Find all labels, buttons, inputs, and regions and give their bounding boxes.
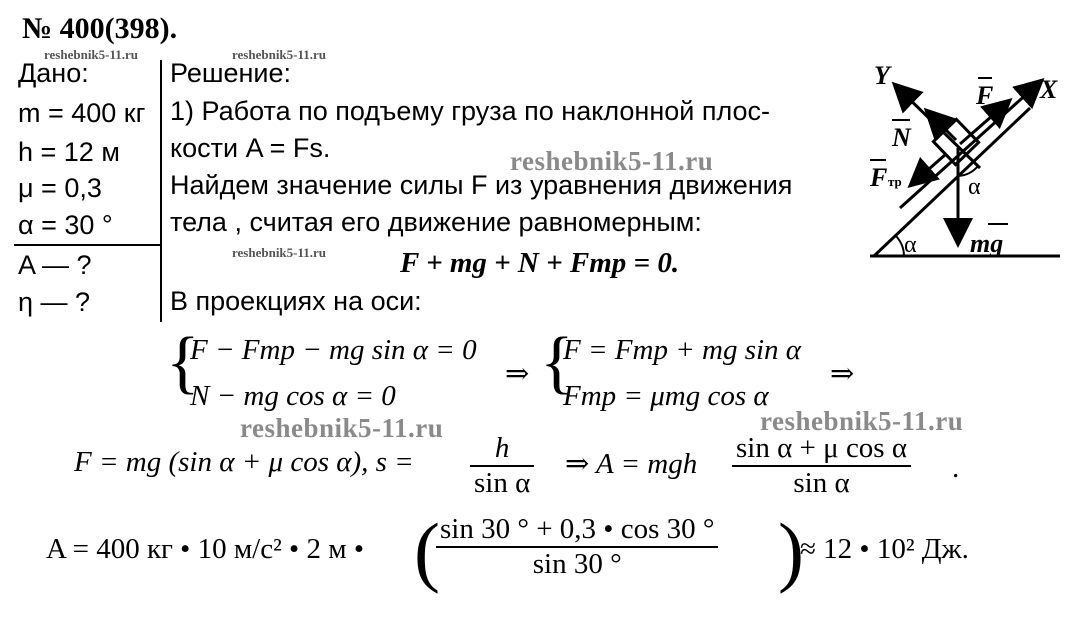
calc-result: ≈ 12 • 10² Дж. [800, 533, 969, 565]
frac-den: sin α [732, 465, 911, 500]
label-ftr: F [870, 163, 888, 192]
formula-work: ⇒ A = mgh [565, 448, 698, 480]
normal-force-arrow [928, 112, 956, 140]
given-heading: Дано: [18, 58, 89, 88]
label-f: F [976, 81, 994, 110]
left-brace: { [540, 324, 574, 401]
unknown-item: η — ? [18, 287, 91, 317]
left-brace: { [166, 324, 200, 401]
fraction-work [732, 432, 911, 500]
solution-line: 1) Работа по подъему груза по наклонной плос- [170, 96, 771, 126]
incline-diagram [860, 58, 1070, 270]
solution-line: тела , считая его движение равномерным: [170, 207, 702, 237]
given-item: m = 400 кг [18, 98, 146, 128]
angle-arc [896, 236, 904, 256]
problem-number: № 400(398). [22, 12, 178, 45]
solution-heading: Решение: [170, 58, 292, 88]
label-ftr-sub: тр [888, 174, 902, 189]
system2-eq2: Fтр = μmg cos α [563, 380, 769, 412]
frac-den: sin α [470, 465, 534, 500]
watermark: reshebnik5-11.ru [232, 245, 327, 260]
given-divider [160, 60, 162, 322]
given-underline [14, 244, 162, 246]
label-x: X [1040, 75, 1058, 104]
system1-eq1: F − Fтр − mg sin α = 0 [190, 334, 477, 366]
given-item: h = 12 м [18, 137, 120, 167]
formula-force: F = mg (sin α + μ cos α), s = [74, 446, 414, 478]
solution-line: кости A = Fs. [170, 133, 331, 163]
calc-prefix: A = 400 кг • 10 м/с² • 2 м • [46, 533, 364, 565]
system1-eq2: N − mg cos α = 0 [190, 380, 396, 412]
watermark: reshebnik5-11.ru [510, 146, 714, 176]
frac-den: sin 30 ° [436, 546, 718, 581]
watermark: reshebnik5-11.ru [240, 413, 444, 443]
calc-fraction [436, 513, 718, 581]
projections-heading: В проекциях на оси: [170, 286, 422, 316]
system2-eq1: F = Fтр + mg sin α [563, 334, 802, 366]
watermark: reshebnik5-11.ru [232, 47, 327, 62]
solution-line: Найдем значение силы F из уравнения движения [170, 170, 793, 200]
label-alpha-top: α [968, 174, 981, 200]
label-y: Y [874, 61, 890, 90]
open-paren: ( [414, 507, 440, 594]
close-paren: ) [778, 507, 804, 594]
label-alpha-base: α [904, 232, 917, 258]
frac-num: sin 30 ° + 0,3 • cos 30 ° [440, 513, 715, 545]
frac-num: h [494, 432, 510, 464]
implies-symbol: ⇒ [505, 358, 530, 390]
watermark: reshebnik5-11.ru [760, 406, 964, 436]
unknown-item: A — ? [18, 250, 92, 280]
frac-num: sin α + μ cos α [736, 432, 908, 464]
period: . [952, 452, 960, 484]
given-item: μ = 0,3 [18, 173, 102, 203]
fraction-s [470, 432, 534, 500]
friction-arrow [912, 154, 946, 184]
implies-symbol: ⇒ [830, 358, 855, 390]
given-item: α = 30 ° [18, 210, 113, 240]
label-n: N [892, 123, 911, 152]
label-mg: mg [970, 229, 1004, 258]
motion-equation: F + mg + N + Fтр = 0. [400, 247, 680, 279]
watermark: reshebnik5-11.ru [44, 47, 139, 62]
